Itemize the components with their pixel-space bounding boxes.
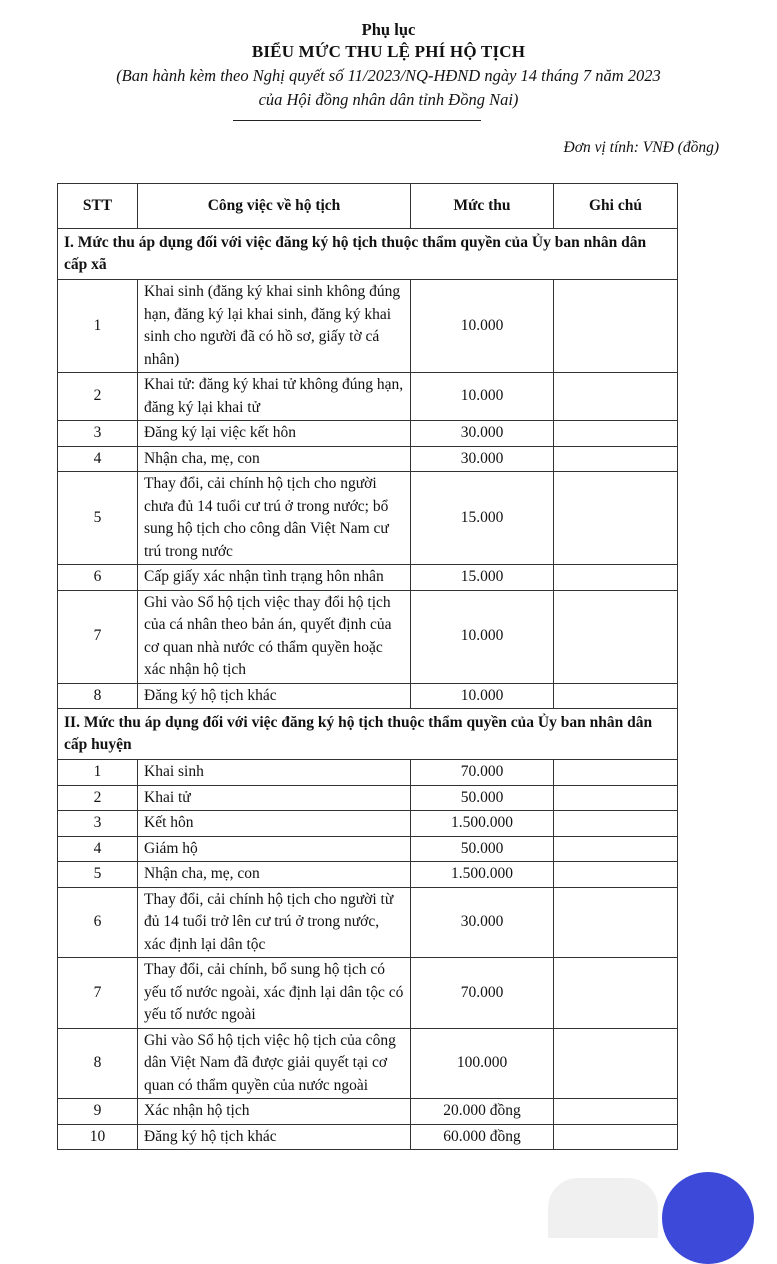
- row-fee: 10.000: [411, 280, 554, 373]
- row-task: Khai sinh: [138, 760, 411, 786]
- row-fee: 70.000: [411, 958, 554, 1029]
- section-title-district: II. Mức thu áp dụng đối với việc đăng ký hộ tịch thuộc thẩm quyền của Ủy ban nhân dân cấp huyện: [58, 709, 678, 760]
- table-row: [58, 811, 678, 837]
- column-header-note: Ghi chú: [554, 184, 678, 229]
- section-header-row: [58, 229, 678, 280]
- row-fee: 100.000: [411, 1028, 554, 1099]
- header-divider: [233, 120, 481, 121]
- row-stt: 4: [58, 446, 138, 472]
- row-note: [554, 472, 678, 565]
- column-header-task: Công việc về hộ tịch: [138, 184, 411, 229]
- row-fee: 30.000: [411, 887, 554, 958]
- table-row: [58, 862, 678, 888]
- row-fee: 50.000: [411, 785, 554, 811]
- unit-note: Đơn vị tính: VNĐ (đồng): [563, 139, 719, 156]
- row-note: [554, 565, 678, 591]
- table-row: [58, 1124, 678, 1150]
- table-row: [58, 280, 678, 373]
- row-stt: 2: [58, 785, 138, 811]
- row-fee: 50.000: [411, 836, 554, 862]
- row-stt: 5: [58, 472, 138, 565]
- table-row: [58, 446, 678, 472]
- row-note: [554, 760, 678, 786]
- row-fee: 1.500.000: [411, 862, 554, 888]
- table-row: [58, 373, 678, 421]
- row-fee: 60.000 đồng: [411, 1124, 554, 1150]
- row-note: [554, 590, 678, 683]
- table-row: [58, 683, 678, 709]
- row-stt: 8: [58, 683, 138, 709]
- row-task: Thay đổi, cải chính hộ tịch cho người chưa đủ 14 tuổi cư trú ở trong nước; bổ sung hộ tịch cho công dân Việt Nam cư trú trong nước: [138, 472, 411, 565]
- row-task: Đăng ký lại việc kết hôn: [138, 421, 411, 447]
- table-row: [58, 958, 678, 1029]
- row-fee: 1.500.000: [411, 811, 554, 837]
- row-fee: 10.000: [411, 683, 554, 709]
- table-row: [58, 1028, 678, 1099]
- row-task: Đăng ký hộ tịch khác: [138, 1124, 411, 1150]
- row-task: Thay đổi, cải chính, bổ sung hộ tịch có yếu tố nước ngoài, xác định lại dân tộc có yếu tố nước ngoài: [138, 958, 411, 1029]
- floating-action-button[interactable]: [662, 1172, 754, 1264]
- document-title: BIỂU MỨC THU LỆ PHÍ HỘ TỊCH: [251, 42, 526, 61]
- row-stt: 3: [58, 421, 138, 447]
- table-row: [58, 590, 678, 683]
- row-task: Cấp giấy xác nhận tình trạng hôn nhân: [138, 565, 411, 591]
- appendix-label: Phụ lục: [361, 20, 416, 39]
- row-fee: 20.000 đồng: [411, 1099, 554, 1125]
- row-note: [554, 1099, 678, 1125]
- document-subtitle-line1: (Ban hành kèm theo Nghị quyết số 11/2023/NQ-HĐND ngày 14 tháng 7 năm 2023: [116, 66, 661, 85]
- row-fee: 10.000: [411, 590, 554, 683]
- row-note: [554, 887, 678, 958]
- row-note: [554, 1028, 678, 1099]
- row-stt: 6: [58, 887, 138, 958]
- row-stt: 6: [58, 565, 138, 591]
- overlay-shadow: [548, 1178, 658, 1238]
- row-task: Ghi vào Sổ hộ tịch việc hộ tịch của công dân Việt Nam đã được giải quyết tại cơ quan có thẩm quyền của nước ngoài: [138, 1028, 411, 1099]
- row-task: Khai tử: [138, 785, 411, 811]
- table-row: [58, 421, 678, 447]
- table-row: [58, 887, 678, 958]
- row-fee: 15.000: [411, 472, 554, 565]
- row-task: Ghi vào Sổ hộ tịch việc thay đổi hộ tịch của cá nhân theo bản án, quyết định của cơ quan nhà nước có thẩm quyền hoặc xác nhận hộ tịch: [138, 590, 411, 683]
- row-task: Nhận cha, mẹ, con: [138, 446, 411, 472]
- row-stt: 8: [58, 1028, 138, 1099]
- row-task: Khai tử: đăng ký khai tử không đúng hạn, đăng ký lại khai tử: [138, 373, 411, 421]
- table-row: [58, 565, 678, 591]
- row-note: [554, 373, 678, 421]
- row-task: Đăng ký hộ tịch khác: [138, 683, 411, 709]
- row-stt: 3: [58, 811, 138, 837]
- column-header-fee: Mức thu: [411, 184, 554, 229]
- row-stt: 7: [58, 590, 138, 683]
- row-stt: 7: [58, 958, 138, 1029]
- row-task: Kết hôn: [138, 811, 411, 837]
- section-header-row: [58, 709, 678, 760]
- row-task: Giám hộ: [138, 836, 411, 862]
- table-row: [58, 472, 678, 565]
- row-task: Xác nhận hộ tịch: [138, 1099, 411, 1125]
- row-note: [554, 862, 678, 888]
- row-stt: 10: [58, 1124, 138, 1150]
- row-note: [554, 785, 678, 811]
- row-fee: 70.000: [411, 760, 554, 786]
- row-fee: 30.000: [411, 446, 554, 472]
- row-note: [554, 421, 678, 447]
- row-note: [554, 683, 678, 709]
- row-note: [554, 280, 678, 373]
- row-note: [554, 1124, 678, 1150]
- table-row: [58, 760, 678, 786]
- table-header-row: [58, 184, 678, 229]
- row-note: [554, 446, 678, 472]
- row-task: Thay đổi, cải chính hộ tịch cho người từ đủ 14 tuổi trở lên cư trú ở trong nước, xác định lại dân tộc: [138, 887, 411, 958]
- row-stt: 1: [58, 760, 138, 786]
- row-stt: 1: [58, 280, 138, 373]
- row-fee: 30.000: [411, 421, 554, 447]
- row-fee: 15.000: [411, 565, 554, 591]
- table-row: [58, 836, 678, 862]
- row-task: Nhận cha, mẹ, con: [138, 862, 411, 888]
- row-fee: 10.000: [411, 373, 554, 421]
- table-row: [58, 785, 678, 811]
- fee-table: [57, 183, 678, 1150]
- row-stt: 4: [58, 836, 138, 862]
- row-note: [554, 836, 678, 862]
- table-row: [58, 1099, 678, 1125]
- row-note: [554, 811, 678, 837]
- row-task: Khai sinh (đăng ký khai sinh không đúng hạn, đăng ký lại khai sinh, đăng ký khai sinh cho người đã có hồ sơ, giấy tờ cá nhân): [138, 280, 411, 373]
- row-note: [554, 958, 678, 1029]
- section-title-commune: I. Mức thu áp dụng đối với việc đăng ký hộ tịch thuộc thẩm quyền của Ủy ban nhân dân cấp xã: [58, 229, 678, 280]
- row-stt: 2: [58, 373, 138, 421]
- document-subtitle-line2: của Hội đồng nhân dân tỉnh Đồng Nai): [258, 90, 519, 109]
- row-stt: 5: [58, 862, 138, 888]
- column-header-stt: STT: [58, 184, 138, 229]
- row-stt: 9: [58, 1099, 138, 1125]
